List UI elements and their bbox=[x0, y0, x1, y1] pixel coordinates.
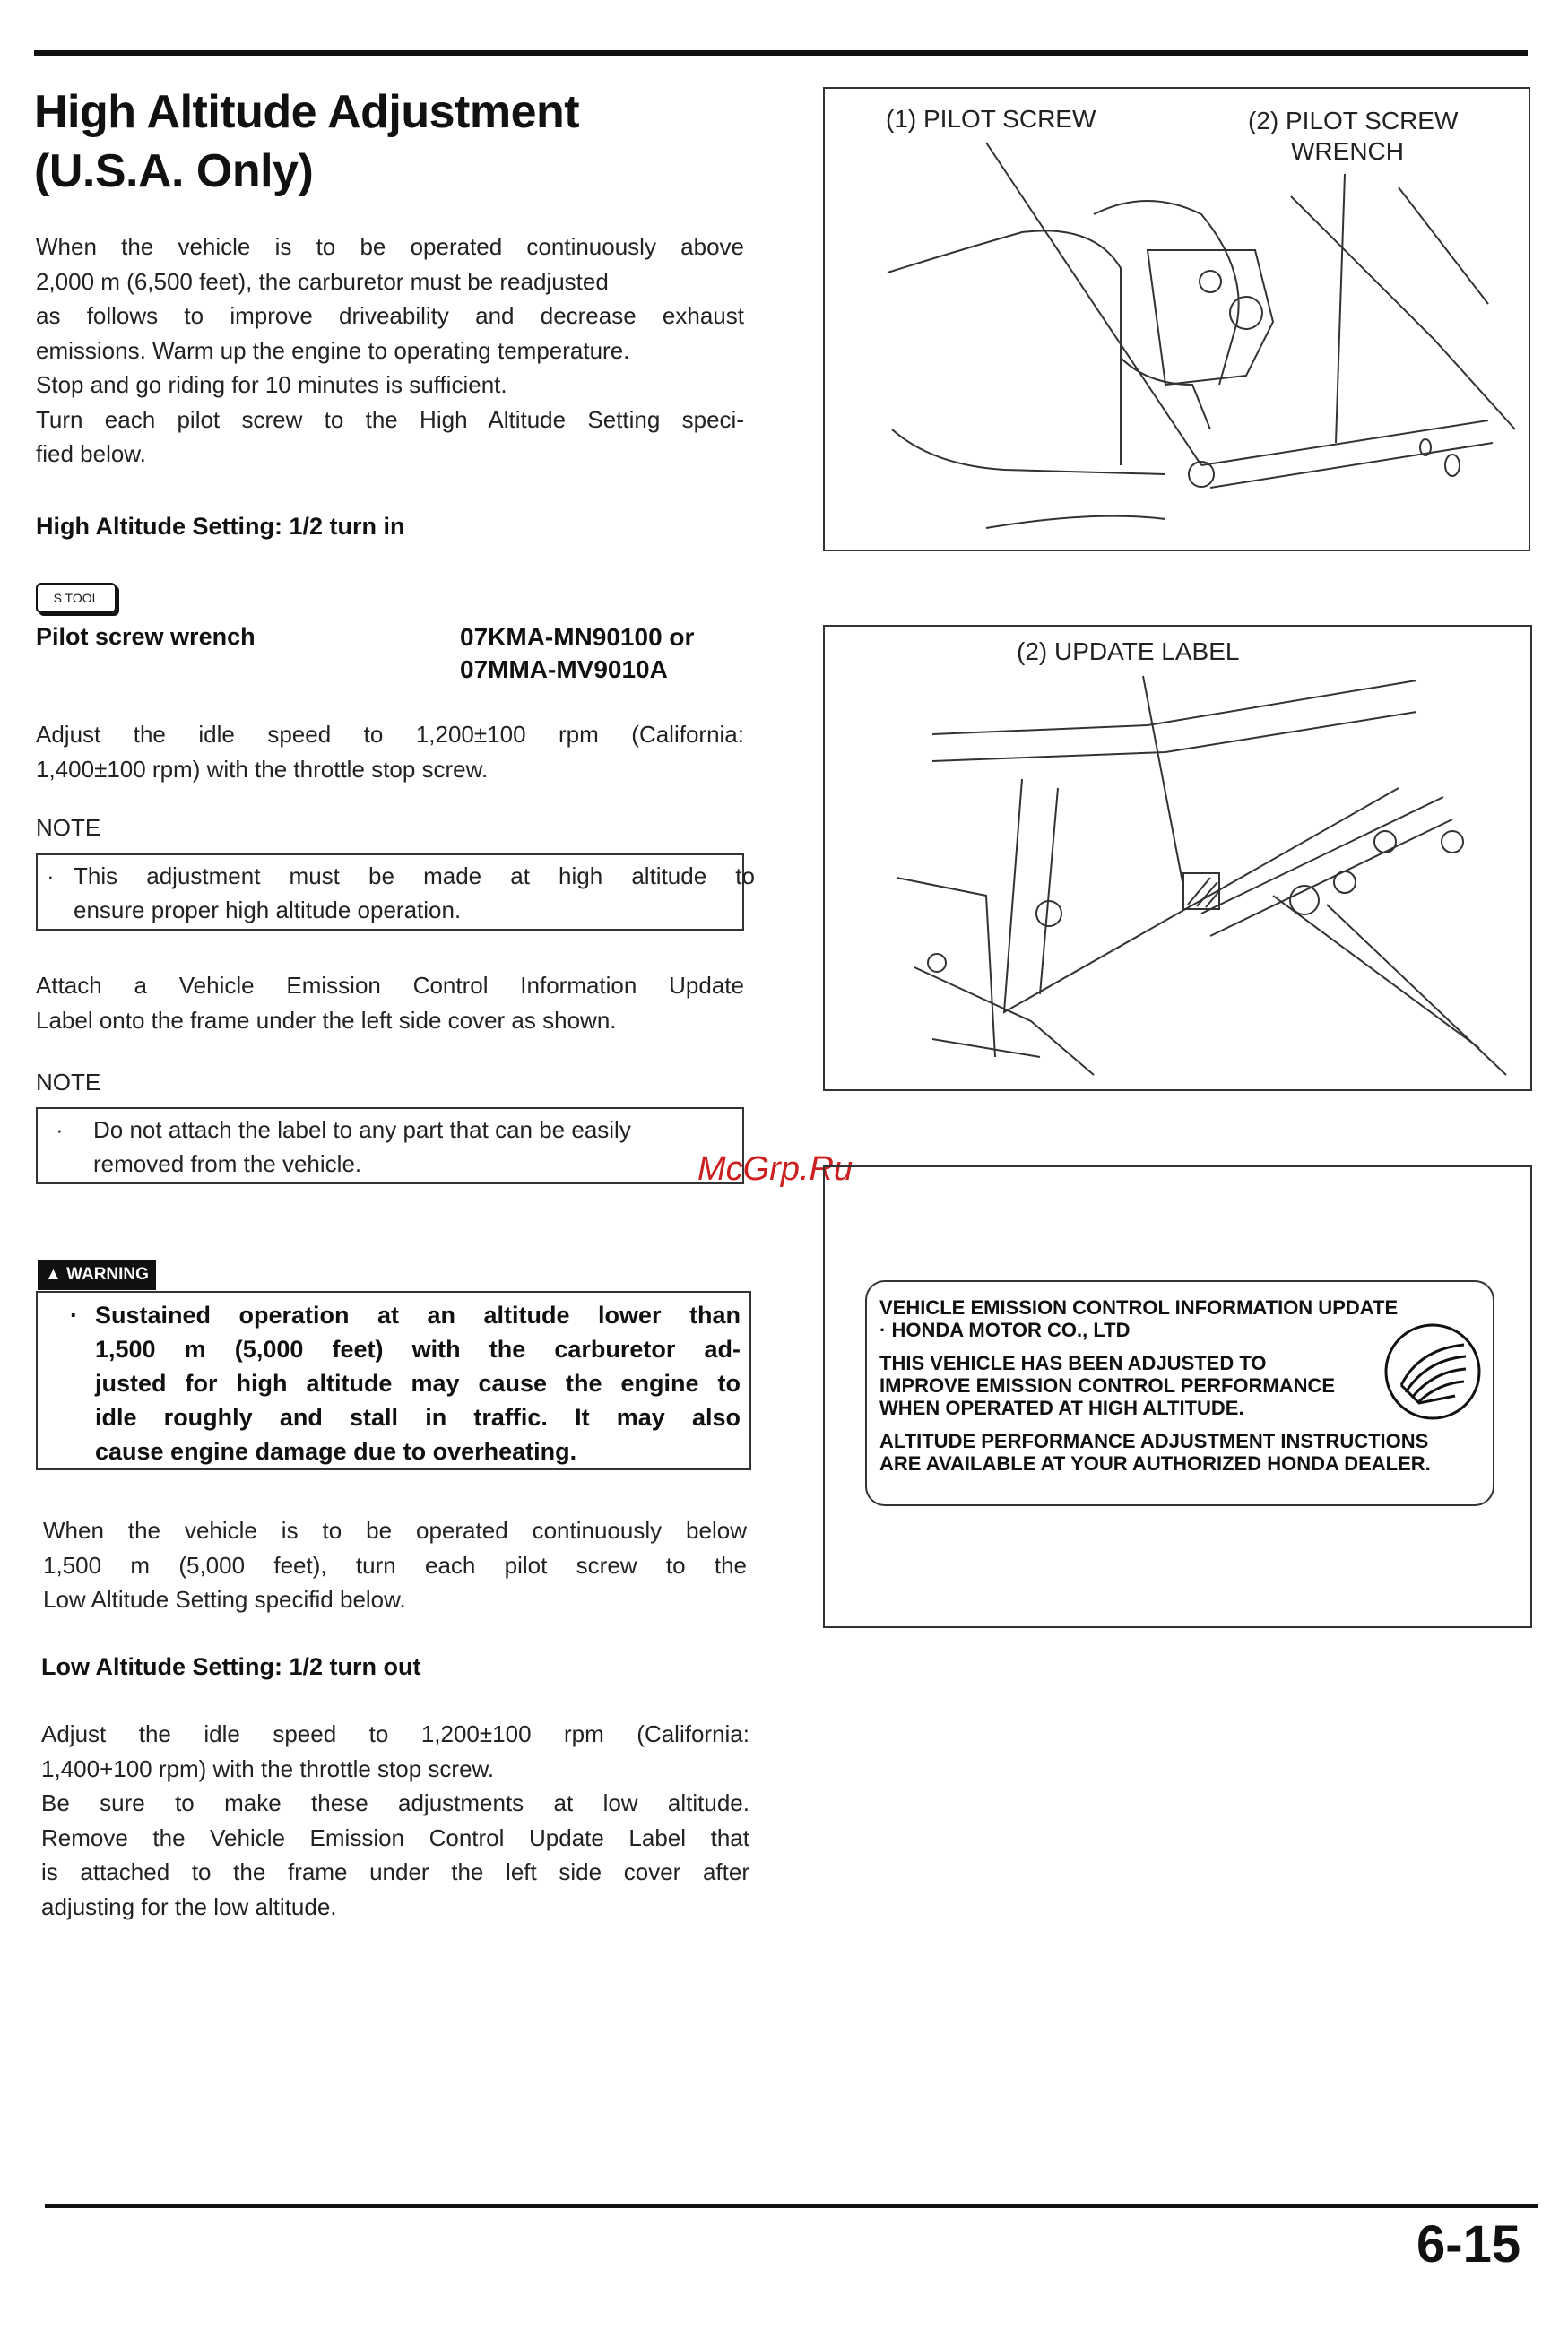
attach-label-paragraph: Attach a Vehicle Emission Control Information Update Label onto the frame under the left side cover as shown. bbox=[36, 972, 744, 1034]
note-1-box: · This adjustment must be made at high altitude to ensure proper high altitude operation. bbox=[36, 853, 744, 931]
pilot-screw-wrench-label-2: WRENCH bbox=[1291, 137, 1404, 165]
intro-paragraph: When the vehicle is to be operated continuously above 2,000 m (6,500 feet), the carburetor must be readjusted as follows to improve driveability and decrease exhaust emissions. Warm up the engine to operating temperature. Stop and go riding for 10 minutes is sufficient. Turn each pilot screw to the High Altitude Setting speci- fied below. bbox=[36, 233, 744, 467]
pilot-screw-wrench-label-1: (2) PILOT SCREW bbox=[1248, 107, 1459, 134]
note-1-heading: NOTE bbox=[36, 814, 101, 841]
note-2-bullet: · bbox=[56, 1116, 64, 1143]
tool-part-number-1: 07KMA-MN90100 or bbox=[460, 623, 695, 651]
warning-triangle-icon: ▲ bbox=[45, 1265, 62, 1284]
high-altitude-setting: High Altitude Setting: 1/2 turn in bbox=[36, 513, 405, 540]
watermark: McGrp.Ru bbox=[697, 1150, 853, 1188]
figure-pilot-screw bbox=[823, 87, 1530, 551]
emission-update-label: VEHICLE EMISSION CONTROL INFORMATION UPDATE · HONDA MOTOR CO., LTD THIS VEHICLE HAS BEEN ADJUSTED TO IMPROVE EMISSION CONTROL PERFORMANCE WHEN OPERATED AT HIGH ALTITUDE. ALTITUDE PERFORMANCE ADJUSTMENT INSTRUCTIONS ARE AVAILABLE AT YOUR AUTHORIZED HONDA DEALER. bbox=[865, 1280, 1494, 1506]
low-altitude-setting: Low Altitude Setting: 1/2 turn out bbox=[41, 1653, 421, 1680]
figure-update-label-location bbox=[823, 625, 1532, 1091]
bottom-rule bbox=[45, 2204, 1538, 2208]
frame-drawing bbox=[825, 627, 1530, 1089]
idle-adjust-high: Adjust the idle speed to 1,200±100 rpm (California: 1,400±100 rpm) with the throttle stop screw. bbox=[36, 721, 744, 783]
top-rule bbox=[34, 50, 1528, 56]
tool-name: Pilot screw wrench bbox=[36, 623, 256, 650]
warning-box: · Sustained operation at an altitude lower than 1,500 m (5,000 feet) with the carburetor ad- justed for high altitude may cause the engine to idle roughly and stall in traffic. It may also cause engine damage due to overheating. bbox=[36, 1291, 751, 1470]
note-2-box: · Do not attach the label to any part that can be easily removed from the vehicle. bbox=[36, 1107, 744, 1184]
note-1-bullet: · bbox=[47, 862, 55, 889]
warning-bullet: · bbox=[70, 1302, 78, 1329]
special-tool-badge: S TOOL bbox=[36, 583, 117, 613]
tool-part-number-2: 07MMA-MV9010A bbox=[460, 655, 668, 683]
warning-tag: ▲ WARNING bbox=[38, 1260, 156, 1290]
honda-wing-logo-icon bbox=[1383, 1322, 1482, 1421]
low-adjust-paragraph: Adjust the idle speed to 1,200±100 rpm (California: 1,400+100 rpm) with the throttle stop screw. Be sure to make these adjustments at low altitude. Remove the Vehicle Emission Control Update Label that is attached to the frame under the left side cover after adjusting for the low altitude. bbox=[41, 1720, 749, 1920]
page-title: High Altitude Adjustment (U.S.A. Only) bbox=[34, 86, 580, 197]
page-number: 6-15 bbox=[1416, 2215, 1521, 2274]
low-altitude-paragraph: When the vehicle is to be operated continuously below 1,500 m (5,000 feet), turn each pilot screw to the Low Altitude Setting specifid below. bbox=[43, 1517, 747, 1613]
pilot-screw-label: (1) PILOT SCREW bbox=[886, 105, 1096, 133]
update-label-label: (2) UPDATE LABEL bbox=[1017, 637, 1240, 665]
pilot-screw-drawing bbox=[825, 89, 1529, 550]
note-2-heading: NOTE bbox=[36, 1069, 101, 1096]
